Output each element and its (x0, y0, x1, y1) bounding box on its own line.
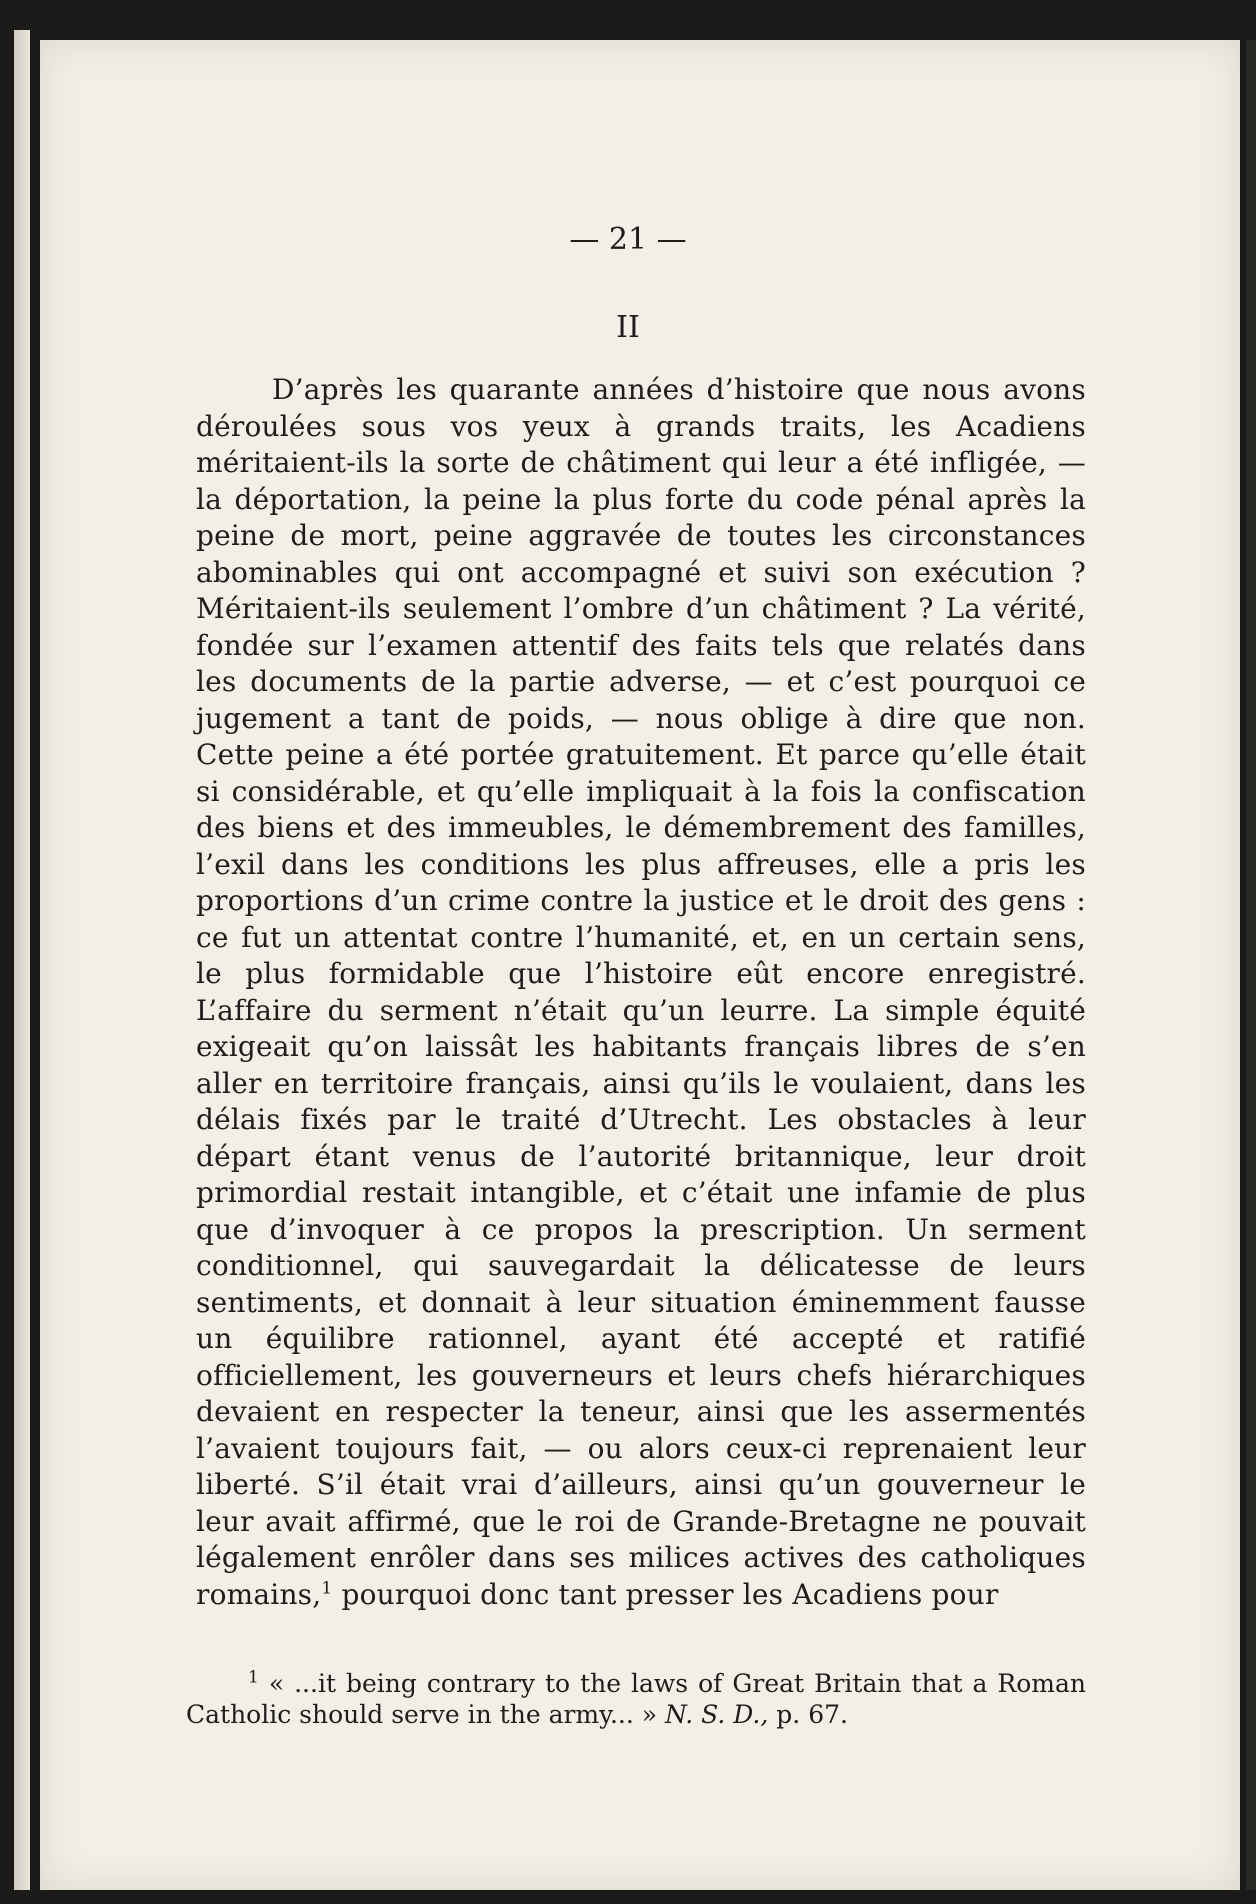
footnote-marker: 1 (248, 1667, 259, 1688)
section-heading: II (616, 310, 640, 345)
footnote-quote: « ...it being contrary to the laws of Great Britain that a Roman Catholic should serve in the army... » (186, 1669, 1086, 1729)
footnote-source: N. S. D., (664, 1700, 769, 1729)
footnote-reference: 1 (321, 1578, 333, 1599)
body-text-part-2: pourquoi donc tant presser les Acadiens pour (332, 1577, 999, 1611)
book-page-edge-left (14, 30, 30, 1890)
body-text-part-1: D’après les quarante années d’histoire que nous avons déroulées sous vos yeux à grands traits, les Acadiens méritaient-ils la sorte de châtiment qui leur a été infligée, — la déportation, la peine la plus forte du code pénal après la peine de mort, peine aggravée de toutes les circonstances abominables qui ont accompagné et suivi son exécution ? Méritaient-ils seulement l’ombre d’un châtiment ? La vérité, fondée sur l’examen attentif des faits tels que relatés dans les documents de la partie adverse, — et c’est pourquoi ce jugement a tant de poids, — nous oblige à dire que non. Cette peine a été portée gratuitement. Et parce qu’elle était si considérable, et qu’elle impliquait à la fois la confiscation des biens et des immeubles, le démembrement des familles, l’exil dans les conditions les plus affreuses, elle a pris les proportions d’un crime contre la justice et le droit des gens : ce fut un attentat contre l’humanité, et, en un certain sens, le plus formidable que l’histoire eût encore enregistré. L’affaire du serment n’était qu’un leurre. La simple équité exigeait qu’on laissât les habitants français libres de s’en aller en territoire français, ainsi qu’ils le voulaient, dans les délais fixés par le traité d’Utrecht. Les obstacles à leur départ étant venus de l’autorité britannique, leur droit primordial restait intangible, et c’était une infamie de plus que d’invoquer à ce propos la prescription. Un serment conditionnel, qui sauvegardait la délicatesse de leurs sentiments, et donnait à leur situation éminemment fausse un équilibre rationnel, ayant été accepté et ratifié officiellement, les gouverneurs et leurs chefs hiérarchiques devaient en respecter la teneur, ainsi que les assermentés l’avaient toujours fait, — ou alors ceux-ci reprenaient leur liberté. S’il était vrai d’ailleurs, ainsi qu’un gouverneur le leur avait affirmé, que le roi de Grande-Bretagne ne pouvait légalement enrôler dans ses milices actives des catholiques romains, (196, 373, 1086, 1611)
body-paragraph (196, 372, 1086, 1613)
footnote-page-ref: p. 67. (776, 1700, 848, 1729)
footnote (186, 1668, 1086, 1730)
page-number: — 21 — (569, 222, 687, 257)
